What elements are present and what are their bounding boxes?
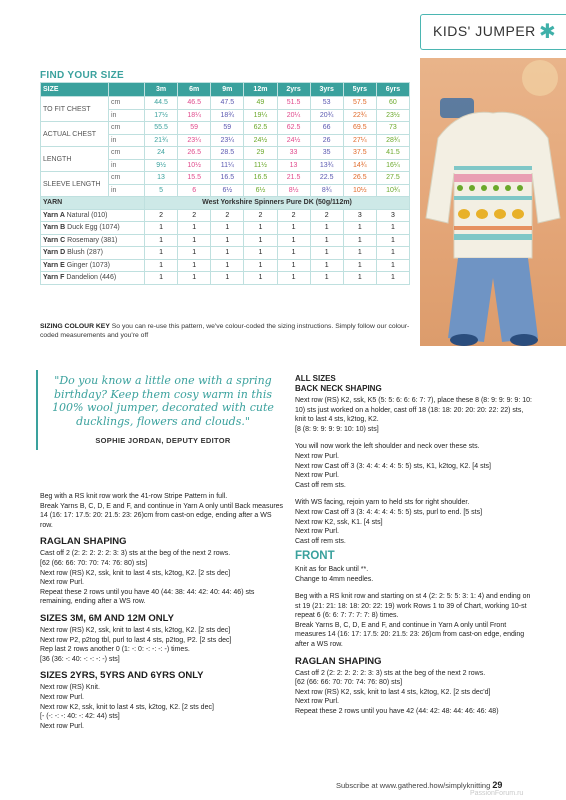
- unit-cell: cm: [109, 172, 145, 185]
- measurement-cell: 11½: [244, 159, 277, 172]
- yarn-name-cell: [41, 234, 145, 247]
- measurement-cell: 57.5: [343, 97, 376, 110]
- yarn-colour: Rosemary (381): [67, 236, 118, 244]
- size-table: [40, 82, 410, 285]
- instruction-text: [8 (8: 9: 9: 9: 9: 10: 10) sts]: [295, 425, 379, 433]
- measurement-cell: 6: [178, 184, 211, 197]
- size-header-cell: 2yrs: [277, 83, 310, 97]
- measurement-cell: 10¾: [376, 184, 409, 197]
- size-header-cell: 9m: [211, 83, 244, 97]
- measurement-cell: 10½: [178, 159, 211, 172]
- yarn-quantity-cell: 1: [376, 259, 409, 272]
- yarn-colour: Dandelion (446): [66, 274, 117, 282]
- yarn-quantity-cell: 1: [310, 222, 343, 235]
- instruction-text: Next row K2, ssk, knit to last 4 sts, k2tog, K2. [2 sts dec]: [40, 703, 214, 711]
- instruction-text: Next row Purl.: [40, 693, 84, 701]
- instruction-text: Next row Purl.: [295, 698, 339, 706]
- measurement-cell: 27.5: [376, 172, 409, 185]
- yarn-colour: Ginger (1073): [66, 261, 110, 269]
- yarn-quantity-cell: 1: [310, 259, 343, 272]
- yarn-quantity-cell: 2: [211, 209, 244, 222]
- instruction-text: [62 (66: 66: 70: 70: 74: 76: 80) sts]: [295, 679, 403, 687]
- instruction-text: Knit as for Back until **.: [295, 565, 369, 573]
- yarn-row: [41, 272, 410, 285]
- instruction-text: Next row K2, ssk, K1. [4 sts]: [295, 518, 383, 526]
- measurement-cell: 8¾: [310, 184, 343, 197]
- size-header-cell: 6m: [178, 83, 211, 97]
- measurement-cell: 26.5: [178, 147, 211, 160]
- measurement-cell: 23¼: [178, 134, 211, 147]
- measurement-cell: 16.5: [211, 172, 244, 185]
- yarn-quantity-cell: 1: [310, 272, 343, 285]
- measurement-cell: 62.5: [244, 122, 277, 135]
- measurement-cell: 9½: [145, 159, 178, 172]
- instruction-text: [36 (36: -: 40: -: -: -: -) sts]: [40, 655, 120, 663]
- table-row: [41, 122, 410, 135]
- asterisk-icon: ✱: [539, 21, 557, 43]
- instruction-text: Next row Purl.: [295, 472, 339, 480]
- measurement-cell: 49: [244, 97, 277, 110]
- measurement-cell: 13¾: [310, 159, 343, 172]
- yarn-quantity-cell: 1: [178, 247, 211, 260]
- instruction-text: Next row Purl.: [295, 452, 339, 460]
- yarn-quantity-cell: 1: [277, 247, 310, 260]
- yarn-quantity-cell: 1: [178, 259, 211, 272]
- measurement-cell: 66: [310, 122, 343, 135]
- measurement-cell: 26.5: [343, 172, 376, 185]
- yarn-colour: Duck Egg (1074): [67, 224, 120, 232]
- measurement-cell: 29: [244, 147, 277, 160]
- yarn-quantity-cell: 1: [211, 234, 244, 247]
- yarn-quantity-cell: 1: [244, 259, 277, 272]
- measurement-cell: 16¼: [376, 159, 409, 172]
- yarn-quantity-cell: 1: [376, 272, 409, 285]
- yarn-name-cell: [41, 222, 145, 235]
- instruction-text: Next row (RS) K2, ssk, K5 (5: 5: 6: 6: 6: 7: 7), place these 8 (8: 9: 9: 9: 9: 10: 10) sts just worked on a holder, cast off 18 (18: 18: 20: 20: 20: 22: 22) sts, knit to last 4 sts, k2tog, K2.: [295, 397, 532, 424]
- yarn-quantity-cell: 1: [343, 222, 376, 235]
- yarn-colour: Blush (287): [67, 249, 103, 257]
- instruction-text: [- (-: -: -: 40: -: 42: 44) sts]: [40, 713, 120, 721]
- yarn-quantity-cell: 1: [310, 234, 343, 247]
- instruction-text: Next row Cast off 3 (3: 4: 4: 4: 4: 5: 5) sts, purl to end. [5 sts]: [295, 508, 483, 516]
- measurement-cell: 33: [277, 147, 310, 160]
- yarn-name-cell: [41, 259, 145, 272]
- measurement-cell: 35: [310, 147, 343, 160]
- measurement-cell: 59: [211, 122, 244, 135]
- yarn-quantity-cell: 2: [178, 209, 211, 222]
- yarn-quantity-cell: 2: [145, 209, 178, 222]
- yarn-quantity-cell: 3: [376, 209, 409, 222]
- instruction-text: Next row Cast off 3 (3: 4: 4: 4: 4: 5: 5) sts, K1, k2tog, K2. [4 sts]: [295, 462, 491, 470]
- size-header-cell: SIZE: [41, 83, 109, 97]
- instruction-text: Next row (RS) K2, ssk, knit to last 4 sts, k2tog, K2. [2 sts dec]: [40, 569, 231, 577]
- yarn-quantity-cell: 1: [343, 259, 376, 272]
- size-header-cell: 6yrs: [376, 83, 409, 97]
- instruction-text: Next row P2, p2tog tbl, purl to last 4 sts, p2tog, P2. [2 sts dec]: [40, 636, 232, 644]
- heading-back-neck: BACK NECK SHAPING: [295, 384, 382, 393]
- measurement-cell: 37.5: [343, 147, 376, 160]
- yarn-row: [41, 247, 410, 260]
- yarn-colour: Natural (010): [66, 211, 108, 219]
- measurement-cell: 10½: [343, 184, 376, 197]
- sizing-colour-key: [40, 322, 412, 340]
- subscribe-link[interactable]: Subscribe at www.gathered.how/simplyknitting: [336, 781, 491, 790]
- instruction-text: Next row (RS) K2, ssk, knit to last 4 sts, k2tog, K2. [2 sts dec]: [40, 626, 231, 634]
- instruction-text: Cast off 2 (2: 2: 2: 2: 2: 3: 3) sts at the beg of the next 2 rows.: [40, 550, 231, 558]
- page-footer: [336, 780, 502, 790]
- yarn-header-value: West Yorkshire Spinners Pure DK (50g/112m): [145, 197, 410, 210]
- yarn-quantity-cell: 1: [277, 259, 310, 272]
- measurement-cell: 19¼: [244, 109, 277, 122]
- yarn-quantity-cell: 1: [310, 247, 343, 260]
- yarn-quantity-cell: 2: [277, 209, 310, 222]
- measurement-cell: 15.5: [178, 172, 211, 185]
- measurement-cell: 21¾: [145, 134, 178, 147]
- instruction-text: Beg with a RS knit row and starting on st 4 (2: 2: 5: 5: 3: 1: 4) and ending on st 19 (21: 21: 18: 18: 20: 22: 19) work Rows 1 to 39 of Chart, working 10-st repeat 6 (6: 6: 7: 7: 7: 7: 8) times.: [295, 593, 531, 620]
- yarn-name-cell: [41, 272, 145, 285]
- measurement-cell: 41.5: [376, 147, 409, 160]
- unit-cell: in: [109, 184, 145, 197]
- instruction-text: Rep last 2 rows another 0 (1: -: 0: -: -: -: -) times.: [40, 646, 190, 654]
- yarn-name: Yarn D: [43, 249, 66, 257]
- measurement-cell: 18¼: [178, 109, 211, 122]
- measurement-cell: 26: [310, 134, 343, 147]
- measurement-label: ACTUAL CHEST: [41, 122, 109, 147]
- measurement-cell: 13: [277, 159, 310, 172]
- yarn-name: Yarn F: [43, 274, 65, 282]
- yarn-quantity-cell: 2: [244, 209, 277, 222]
- measurement-cell: 69.5: [343, 122, 376, 135]
- yarn-quantity-cell: 1: [376, 247, 409, 260]
- yarn-quantity-cell: 2: [310, 209, 343, 222]
- size-table-title: FIND YOUR SIZE: [40, 70, 125, 81]
- instruction-text: Repeat these 2 rows until you have 42 (44: 42: 48: 44: 46: 46: 48): [295, 708, 499, 716]
- yarn-quantity-cell: 1: [343, 247, 376, 260]
- heading-all-sizes: ALL SIZES: [295, 374, 336, 383]
- measurement-cell: 47.5: [211, 97, 244, 110]
- instruction-text: You will now work the left shoulder and neck over these sts.: [295, 443, 480, 451]
- measurement-cell: 21.5: [277, 172, 310, 185]
- instruction-text: Next row (RS) Knit.: [40, 684, 100, 692]
- instruction-text: Cast off 2 (2: 2: 2: 2: 2: 3: 3) sts at the beg of the next 2 rows.: [295, 669, 486, 677]
- yarn-row: [41, 222, 410, 235]
- yarn-quantity-cell: 1: [277, 234, 310, 247]
- yarn-row: [41, 234, 410, 247]
- measurement-cell: 55.5: [145, 122, 178, 135]
- yarn-quantity-cell: 1: [343, 234, 376, 247]
- instruction-text: Next row (RS) K2, ssk, knit to last 4 sts, k2tog, K2. [2 sts dec'd]: [295, 688, 491, 696]
- yarn-quantity-cell: 1: [211, 222, 244, 235]
- unit-cell: cm: [109, 147, 145, 160]
- section-tag: [420, 14, 566, 50]
- measurement-cell: 27¼: [343, 134, 376, 147]
- yarn-header-label: YARN: [41, 197, 145, 210]
- yarn-quantity-cell: 1: [145, 272, 178, 285]
- jumper-illustration: [420, 58, 566, 346]
- instruction-text: Cast off rem sts.: [295, 481, 346, 489]
- yarn-quantity-cell: 1: [178, 234, 211, 247]
- measurement-cell: 17½: [145, 109, 178, 122]
- quote-divider: [36, 370, 38, 450]
- yarn-header-row: [41, 197, 410, 210]
- page-number: 29: [492, 780, 503, 790]
- heading-sizes-2yrs-5yrs-6yrs: SIZES 2YRS, 5YRS AND 6YRS ONLY: [40, 670, 204, 682]
- measurement-cell: 16.5: [244, 172, 277, 185]
- yarn-quantity-cell: 1: [178, 222, 211, 235]
- measurement-cell: 22.5: [310, 172, 343, 185]
- yarn-quantity-cell: 1: [277, 222, 310, 235]
- heading-raglan: RAGLAN SHAPING: [40, 536, 127, 548]
- measurement-cell: 46.5: [178, 97, 211, 110]
- yarn-quantity-cell: 1: [343, 272, 376, 285]
- section-tag-title: KIDS' JUMPER: [433, 23, 536, 39]
- jumper-photo: [420, 58, 566, 346]
- measurement-cell: 8½: [277, 184, 310, 197]
- size-header-cell: 3m: [145, 83, 178, 97]
- table-row: [41, 147, 410, 160]
- yarn-name: Yarn C: [43, 236, 66, 244]
- measurement-cell: 24½: [244, 134, 277, 147]
- instruction-text: Next row Purl.: [295, 528, 339, 536]
- instruction-text: Next row Purl.: [40, 579, 84, 587]
- instruction-text: Cast off rem sts.: [295, 537, 346, 545]
- size-header-cell: 3yrs: [310, 83, 343, 97]
- yarn-quantity-cell: 1: [145, 234, 178, 247]
- yarn-quantity-cell: 1: [244, 272, 277, 285]
- measurement-cell: 23¼: [211, 134, 244, 147]
- yarn-name: Yarn E: [43, 261, 65, 269]
- yarn-quantity-cell: 1: [244, 247, 277, 260]
- measurement-cell: 23½: [376, 109, 409, 122]
- yarn-name: Yarn A: [43, 211, 65, 219]
- yarn-quantity-cell: 3: [343, 209, 376, 222]
- right-column: [295, 374, 533, 717]
- yarn-quantity-cell: 1: [145, 259, 178, 272]
- measurement-cell: 28.5: [211, 147, 244, 160]
- instruction-text: Change to 4mm needles.: [295, 575, 374, 583]
- editor-quote: "Do you know a little one with a spring birthday? Keep them cosy warm in this 100% wool jumper, decorated with cute ducklings, flowers and clouds.": [52, 374, 274, 428]
- yarn-quantity-cell: 1: [244, 234, 277, 247]
- measurement-cell: 24: [145, 147, 178, 160]
- measurement-label: TO FIT CHEST: [41, 97, 109, 122]
- measurement-cell: 22¾: [343, 109, 376, 122]
- measurement-cell: 6½: [211, 184, 244, 197]
- colour-key-label: SIZING COLOUR KEY: [40, 323, 110, 330]
- measurement-cell: 53: [310, 97, 343, 110]
- instruction-text: Repeat these 2 rows until you have 40 (44: 38: 44: 42: 40: 44: 46) sts remaining, ending after a WS row.: [40, 588, 255, 606]
- yarn-quantity-cell: 1: [277, 272, 310, 285]
- table-row: [41, 172, 410, 185]
- measurement-label: SLEEVE LENGTH: [41, 172, 109, 197]
- instruction-text: [62 (66: 66: 70: 70: 74: 76: 80) sts]: [40, 559, 148, 567]
- measurement-cell: 44.5: [145, 97, 178, 110]
- yarn-quantity-cell: 1: [145, 222, 178, 235]
- instruction-text: With WS facing, rejoin yarn to held sts for right shoulder.: [295, 499, 470, 507]
- yarn-quantity-cell: 1: [376, 234, 409, 247]
- measurement-cell: 73: [376, 122, 409, 135]
- measurement-cell: 13: [145, 172, 178, 185]
- size-header-row: [41, 83, 410, 97]
- measurement-cell: 5: [145, 184, 178, 197]
- unit-cell: in: [109, 159, 145, 172]
- measurement-cell: 62.5: [277, 122, 310, 135]
- yarn-quantity-cell: 1: [178, 272, 211, 285]
- quote-author: SOPHIE JORDAN, DEPUTY EDITOR: [95, 436, 231, 445]
- unit-cell: cm: [109, 97, 145, 110]
- size-header-cell: [109, 83, 145, 97]
- yarn-name-cell: [41, 247, 145, 260]
- instruction-text: Break Yarns B, C, D, E and F, and continue in Yarn A only until Front measures 14 (16: 17: 17.5: 20: 21.5: 23: 26)cm from cast-on edge, ending after a WS row.: [295, 621, 525, 649]
- size-header-cell: 5yrs: [343, 83, 376, 97]
- yarn-name: Yarn B: [43, 224, 66, 232]
- heading-front: FRONT: [295, 550, 335, 563]
- size-header-cell: 12m: [244, 83, 277, 97]
- table-row: [41, 97, 410, 110]
- heading-sizes-3m-6m-12m: SIZES 3M, 6M AND 12M ONLY: [40, 612, 174, 624]
- unit-cell: cm: [109, 122, 145, 135]
- instruction-text: Break Yarns B, C, D, E and F, and continue in Yarn A only until Back measures 14 (16: 17: 17.5: 20: 21.5: 23: 26)cm from cast-on edge, ending after a WS row.: [40, 502, 284, 529]
- unit-cell: in: [109, 134, 145, 147]
- yarn-name-cell: [41, 209, 145, 222]
- measurement-cell: 24½: [277, 134, 310, 147]
- measurement-cell: 51.5: [277, 97, 310, 110]
- colour-key-text: So you can re-use this pattern, we've colour-coded the sizing instructions. Simply follow our colour-coded measurements and you're off: [40, 323, 410, 339]
- yarn-row: [41, 259, 410, 272]
- measurement-label: LENGTH: [41, 147, 109, 172]
- measurement-cell: 59: [178, 122, 211, 135]
- unit-cell: in: [109, 109, 145, 122]
- yarn-quantity-cell: 1: [376, 222, 409, 235]
- measurement-cell: 28¾: [376, 134, 409, 147]
- yarn-quantity-cell: 1: [211, 259, 244, 272]
- yarn-row: [41, 209, 410, 222]
- heading-front-raglan: RAGLAN SHAPING: [295, 655, 382, 667]
- instruction-text: Beg with a RS knit row work the 41-row Stripe Pattern in full.: [40, 493, 228, 500]
- measurement-cell: 20¾: [310, 109, 343, 122]
- measurement-cell: 18¾: [211, 109, 244, 122]
- measurement-cell: 20¼: [277, 109, 310, 122]
- measurement-cell: 11¼: [211, 159, 244, 172]
- yarn-quantity-cell: 1: [244, 222, 277, 235]
- instruction-text: Next row Purl.: [40, 722, 84, 730]
- measurement-cell: 60: [376, 97, 409, 110]
- measurement-cell: 14¾: [343, 159, 376, 172]
- yarn-quantity-cell: 1: [211, 247, 244, 260]
- left-column: [40, 492, 284, 731]
- yarn-quantity-cell: 1: [145, 247, 178, 260]
- yarn-quantity-cell: 1: [211, 272, 244, 285]
- measurement-cell: 6½: [244, 184, 277, 197]
- watermark: PassionForum.ru: [470, 790, 524, 797]
